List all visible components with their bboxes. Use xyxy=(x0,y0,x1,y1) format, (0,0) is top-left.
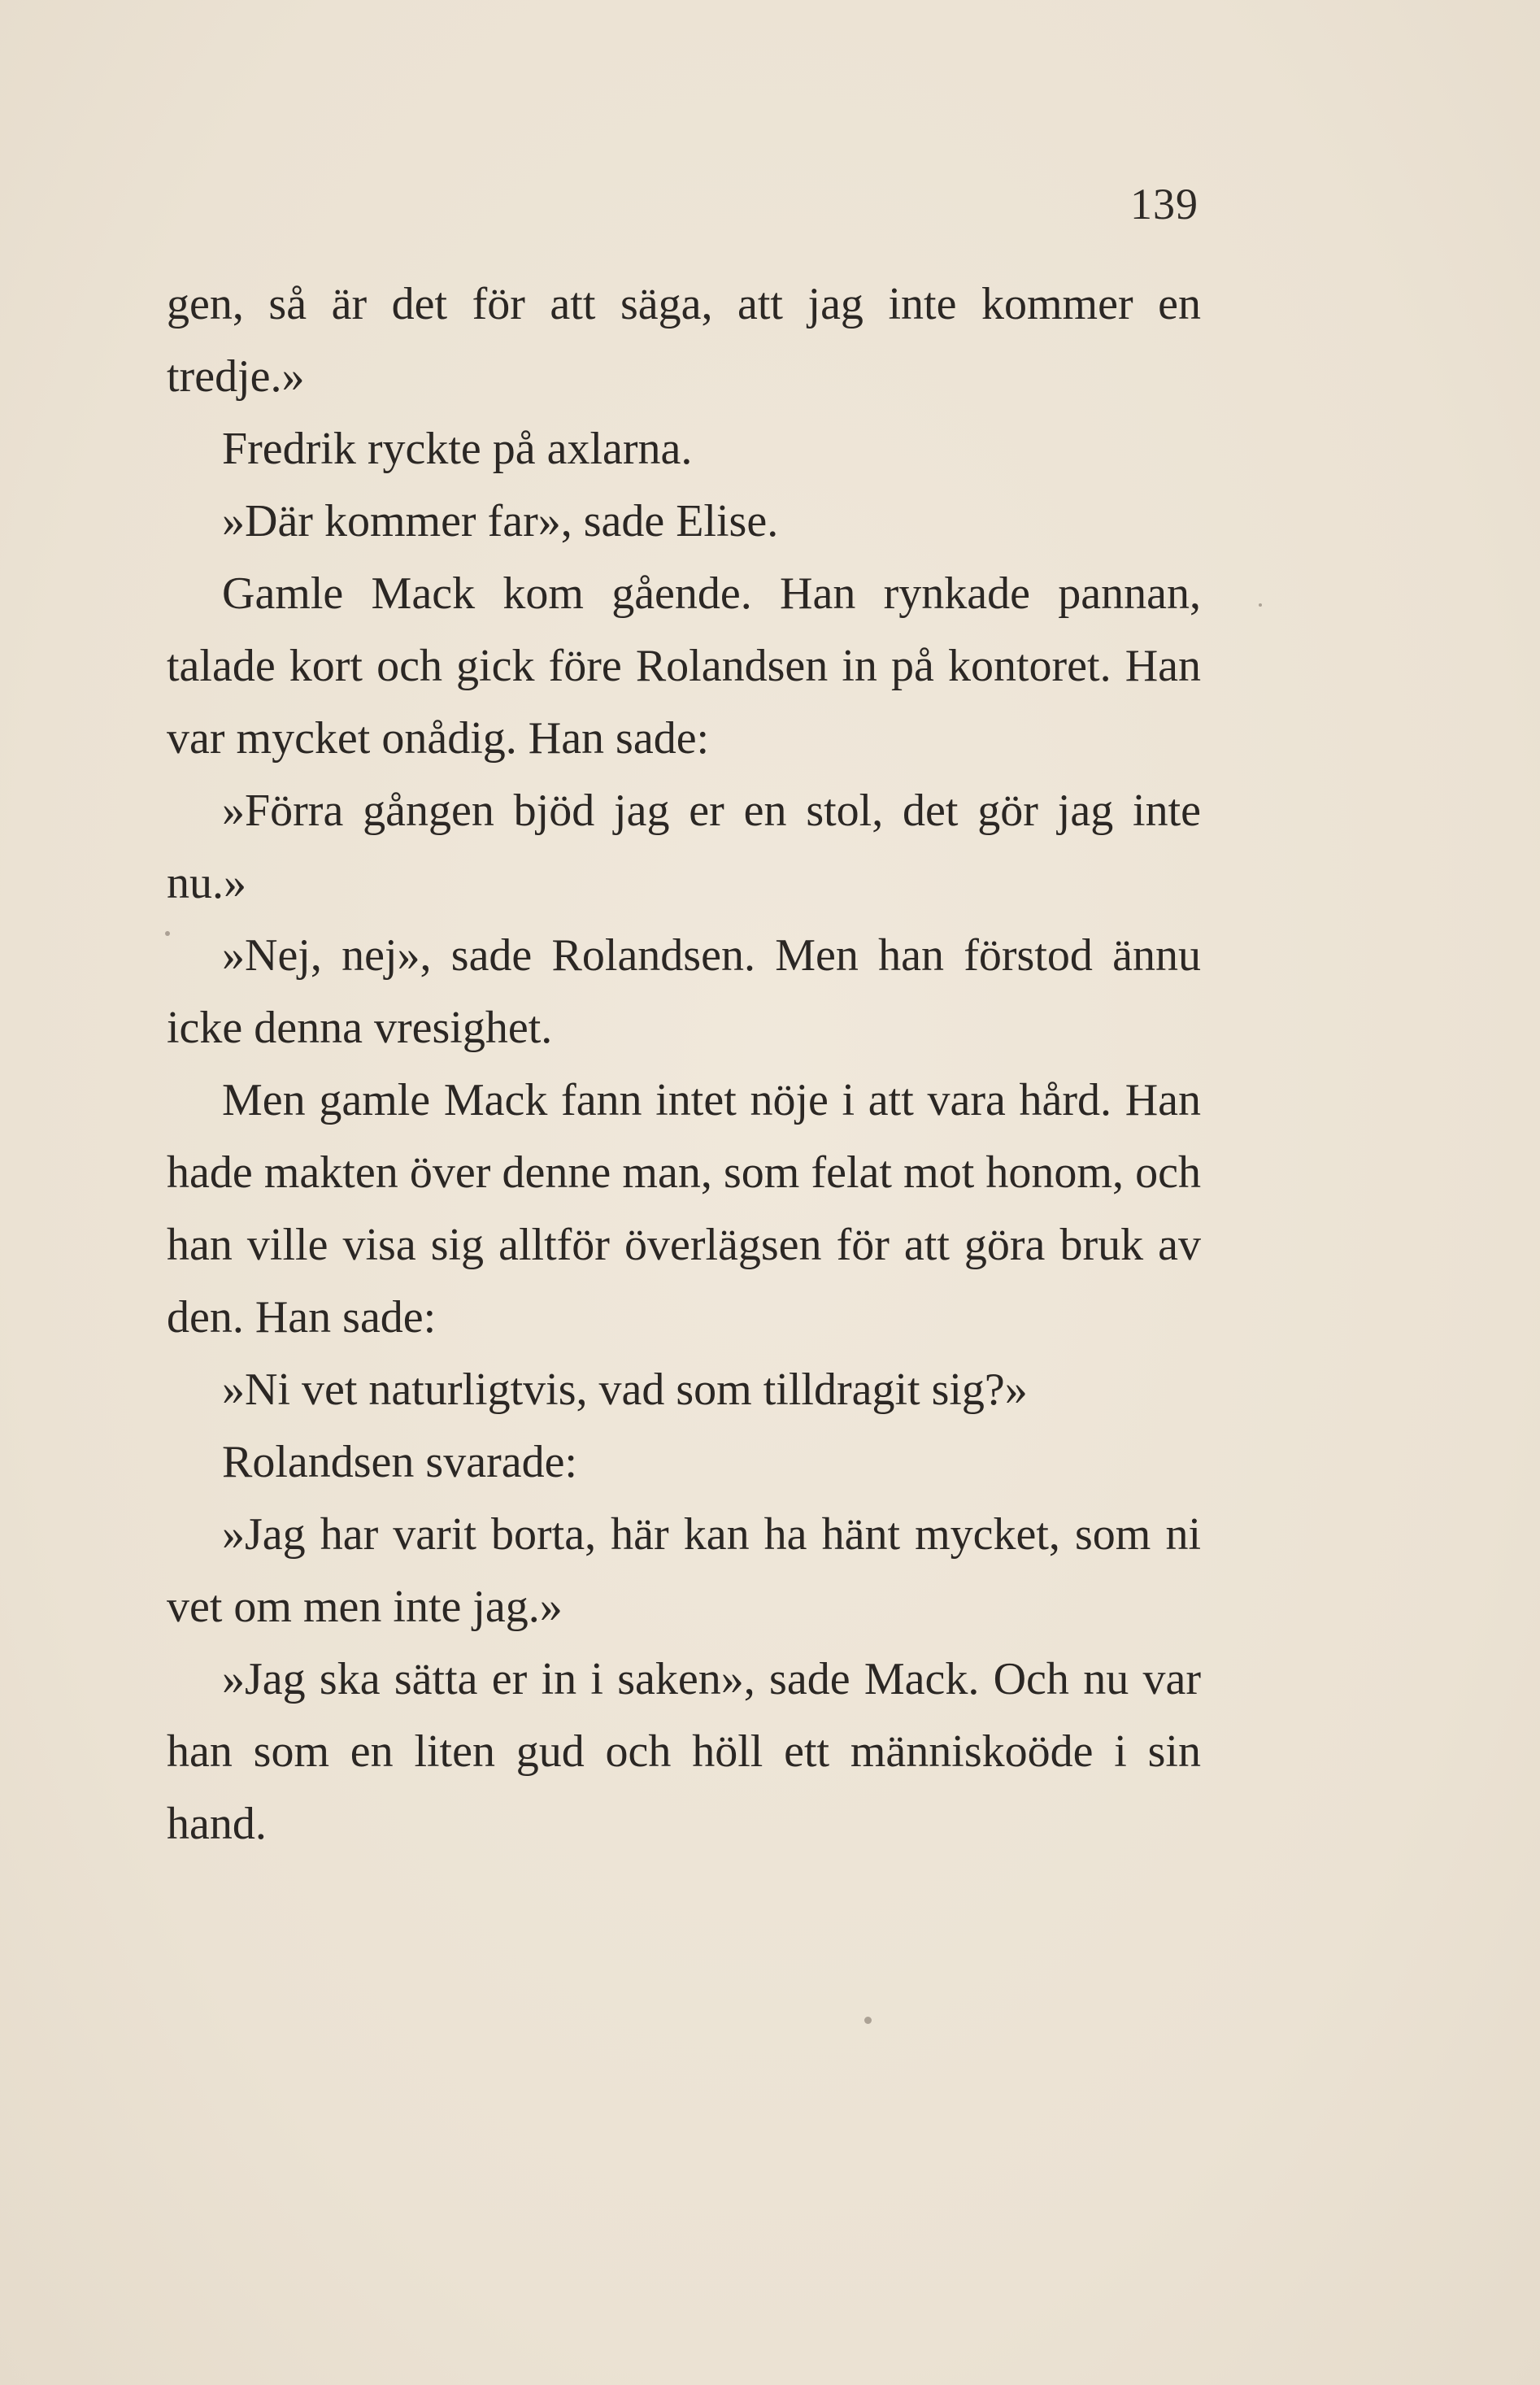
paragraph: »Ni vet naturligtvis, vad som tilldragit sig?» xyxy=(222,1364,1028,1415)
paper-speck xyxy=(165,931,170,936)
paragraph: »Förra gången bjöd jag er en stol, det gör jag inte nu.» xyxy=(167,786,1201,908)
paragraph: Rolandsen svarade: xyxy=(222,1437,577,1487)
paragraph: Fredrik ryckte på axlarna. xyxy=(222,424,693,474)
paragraph: Men gamle Mack fann intet nöje i att vara hård. Han hade makten över denne man, som felat mot honom, och han ville visa sig alltför överlägsen för att göra bruk av den. Han sade: xyxy=(167,1075,1201,1343)
paragraph: gen, så är det för att säga, att jag inte kommer en tredje.» xyxy=(167,279,1201,402)
paragraph: »Där kommer far», sade Elise. xyxy=(222,496,779,546)
paragraph: »Jag ska sätta er in i saken», sade Mack. Och nu var han som en liten gud och höll ett människoöde i sin hand. xyxy=(167,1654,1201,1849)
paragraph: »Nej, nej», sade Rolandsen. Men han förstod ännu icke denna vresighet. xyxy=(167,930,1201,1053)
page-number: 139 xyxy=(1130,180,1199,228)
paragraph: Gamle Mack kom gående. Han rynkade pannan, talade kort och gick före Rolandsen in på kontoret. Han var mycket onådig. Han sade: xyxy=(167,568,1201,764)
paper-speck xyxy=(864,2017,872,2024)
paper-speck xyxy=(1259,603,1262,607)
body-text xyxy=(167,268,1201,1861)
paragraph: »Jag har varit borta, här kan ha hänt mycket, som ni vet om men inte jag.» xyxy=(167,1509,1201,1632)
